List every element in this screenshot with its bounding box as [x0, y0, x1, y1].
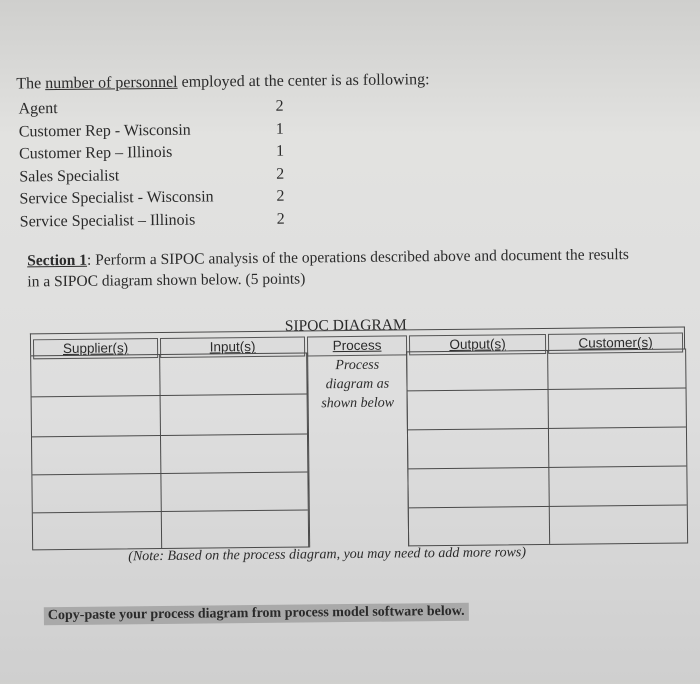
- sipoc-grid-supplier-input: [30, 352, 309, 550]
- personnel-row: [19, 186, 284, 211]
- header-process: Process: [307, 335, 407, 356]
- personnel-count: 2: [276, 210, 285, 228]
- grid-row-line: [33, 509, 308, 513]
- sipoc-grid-output-customer: [406, 348, 688, 546]
- section-1-instructions: [27, 243, 697, 292]
- personnel-list: [18, 96, 284, 234]
- personnel-row: [19, 141, 284, 166]
- process-note-line: Process: [335, 357, 380, 374]
- personnel-role: Service Specialist – Illinois: [19, 211, 196, 230]
- process-note-line: diagram as: [325, 376, 390, 393]
- process-note: [307, 355, 408, 413]
- grid-row-line: [409, 504, 687, 508]
- personnel-count: 2: [275, 97, 284, 115]
- grid-row-line: [32, 471, 307, 475]
- grid-row-line: [408, 426, 686, 430]
- personnel-row: [19, 118, 284, 143]
- personnel-role: Agent: [18, 100, 58, 118]
- header-input: Input(s): [160, 336, 305, 358]
- grid-row-line: [408, 387, 686, 391]
- personnel-role: Customer Rep – Illinois: [18, 143, 173, 163]
- personnel-count: 2: [276, 187, 285, 205]
- personnel-role: Customer Rep - Wisconsin: [18, 121, 191, 140]
- personnel-row: [18, 96, 283, 121]
- personnel-row: [19, 163, 284, 188]
- section-label: Section 1: [27, 251, 88, 270]
- intro-underlined: number of personnel: [45, 73, 178, 93]
- grid-row-line: [408, 465, 686, 469]
- section-line-2: in a SIPOC diagram shown below. (5 points): [27, 270, 306, 291]
- personnel-count: 2: [276, 165, 285, 183]
- header-customer: Customer(s): [548, 333, 683, 354]
- process-note-line: shown below: [321, 395, 395, 412]
- section-colon: :: [86, 251, 92, 269]
- header-output: Output(s): [409, 334, 546, 355]
- personnel-row: [20, 208, 285, 233]
- grid-column-divider: [159, 355, 162, 548]
- personnel-role: Sales Specialist: [19, 166, 120, 185]
- intro-sentence: [16, 71, 429, 93]
- personnel-count: 1: [275, 120, 284, 138]
- intro-prefix: The: [16, 75, 46, 93]
- grid-column-divider: [547, 351, 550, 544]
- grid-row-line: [32, 433, 307, 437]
- section-line-1: Perform a SIPOC analysis of the operations described above and document the results: [91, 246, 630, 269]
- header-supplier: Supplier(s): [33, 338, 158, 359]
- footnote: (Note: Based on the process diagram, you may need to add more rows): [128, 545, 527, 565]
- personnel-count: 1: [275, 142, 285, 160]
- personnel-role: Service Specialist - Wisconsin: [19, 188, 214, 208]
- highlighted-instruction: Copy-paste your process diagram from process model software below.: [44, 603, 469, 625]
- intro-suffix: employed at the center is as following:: [177, 71, 430, 91]
- sipoc-diagram-title: SIPOC DIAGRAM: [284, 316, 407, 335]
- grid-row-line: [32, 393, 307, 397]
